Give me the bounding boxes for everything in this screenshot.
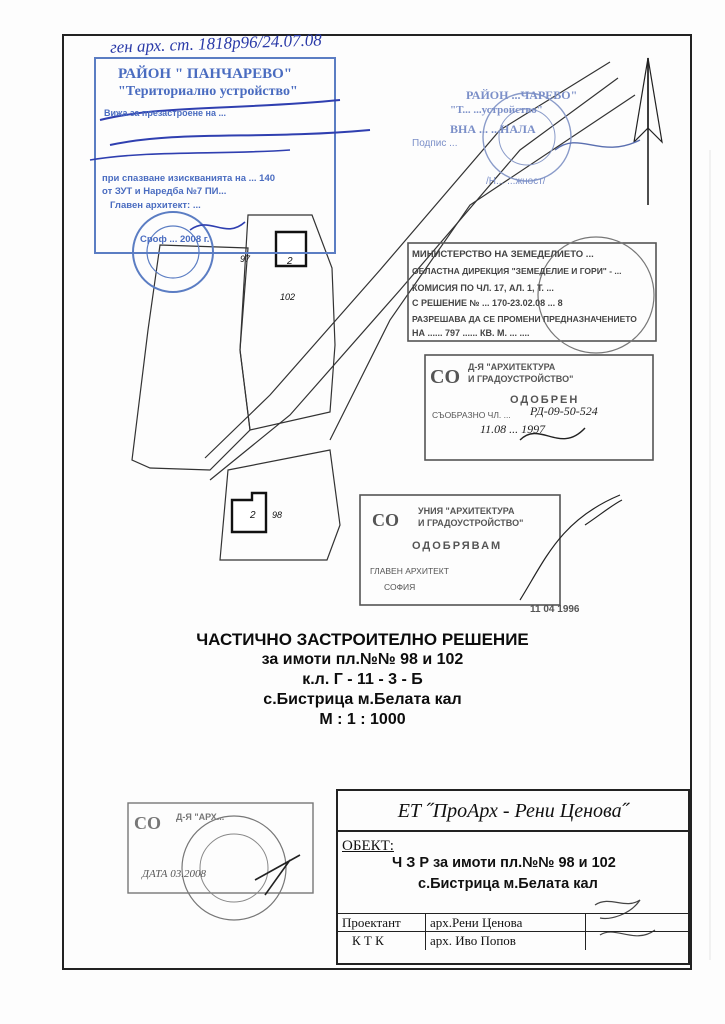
co-stamp-2-line: СО <box>372 510 399 530</box>
title-line-2: за имоти пл.№№ 98 и 102 <box>261 651 464 668</box>
ministry-stamp-line: НА ...... 797 ...... КВ. М. ... .... <box>412 328 530 338</box>
right-top-stamp-line: /Н... ...жност/ <box>486 176 546 187</box>
co-stamp-2-line: 11 04 1996 <box>530 604 580 615</box>
object-line-2: с.Бистрица м.Белата кал <box>418 876 598 892</box>
parcel-98-label: 98 <box>272 510 283 520</box>
co-stamp-1-line: РД-09-50-524 <box>530 404 598 418</box>
right-top-stamp-line: "Т... ...устройство" <box>450 104 543 116</box>
table-row <box>338 913 688 932</box>
name-cell: арх. Иво Попов <box>426 932 586 950</box>
ministry-stamp-line: МИНИСТЕРСТВО НА ЗЕМЕДЕЛИЕТО ... <box>412 249 594 260</box>
name-cell: арх.Рени Ценова <box>426 914 586 932</box>
co-stamp-1-line: СЪОБРАЗНО ЧЛ. ... <box>432 410 511 420</box>
top-handwritten-note: ген арх. ст. 1818р96/24.07.08 <box>109 30 323 57</box>
title-line-1: ЧАСТИЧНО ЗАСТРОИТЕЛНО РЕШЕНИЕ <box>196 630 529 649</box>
right-top-stamp-line: ВНА ... ...НАЛА <box>450 122 536 136</box>
pancharevo-stamp-line: от ЗУТ и Наредба №7 ПИ... <box>102 186 227 197</box>
parcel-102-label: 102 <box>280 292 296 302</box>
title-line-3: к.л. Г - 11 - 3 - Б <box>302 671 423 688</box>
company-name: ЕТ ˝ПроАрх - Рени Ценова˝ <box>338 792 688 832</box>
pancharevo-stamp-date: Сроф ... 2008 г. <box>140 234 210 245</box>
pancharevo-stamp-line: Вижа за презастроене на ... <box>104 108 226 118</box>
right-top-stamp-line: РАЙОН ...ЧАРЕВО" <box>466 88 578 102</box>
co-stamp-1-line: ОДОБРЕН <box>510 394 580 406</box>
title-line-4: с.Бистрица м.Белата кал <box>263 691 462 708</box>
ministry-stamp-line: РАЗРЕШАВА ДА СЕ ПРОМЕНИ ПРЕДНАЗНАЧЕНИЕТО <box>412 314 637 324</box>
co-stamp-2-line: УНИЯ "АРХИТЕКТУРА <box>418 506 515 516</box>
co-stamp-1-line: СО <box>430 366 460 388</box>
plan-title <box>0 630 725 730</box>
co-stamp-3-line: ДАТА 03.2008 <box>142 868 206 880</box>
title-scale: М : 1 : 1000 <box>319 711 406 728</box>
object-label: ОБЕКТ: <box>342 838 394 854</box>
pancharevo-stamp-line: при спазване изискванията на ... 140 <box>102 173 276 184</box>
co-stamp-2-line: СОФИЯ <box>384 582 416 592</box>
co-stamp-3-line: СО <box>134 813 161 833</box>
co-stamp-1-line: Д-Я "АРХИТЕКТУРА <box>468 362 556 372</box>
role-cell: К Т К <box>338 932 426 950</box>
pancharevo-stamp-line: Главен архитект: ... <box>110 200 201 211</box>
signature-table <box>338 913 688 949</box>
co-stamp-1-line: 11.08 ... 1997 <box>480 422 546 436</box>
pancharevo-stamp-sub: "Териториално устройство" <box>118 84 298 99</box>
co-stamp-1-line: И ГРАДОУСТРОЙСТВО" <box>468 374 574 384</box>
object-line-1: Ч З Р за имоти пл.№№ 98 и 102 <box>392 855 616 871</box>
table-row <box>338 931 688 950</box>
ministry-stamp-line: ОБЛАСТНА ДИРЕКЦИЯ "ЗЕМЕДЕЛИЕ И ГОРИ" - ... <box>412 266 622 276</box>
building-a-floors: 2 <box>287 256 293 267</box>
pancharevo-stamp-header: РАЙОН " ПАНЧАРЕВО" <box>118 66 293 82</box>
parcel-97-label: 97 <box>240 254 251 264</box>
co-stamp-2-line: ОДОБРЯВАМ <box>412 540 503 552</box>
ministry-stamp-line: С РЕШЕНИЕ № ... 170-23.02.08 ... 8 <box>412 298 563 308</box>
ministry-stamp-line: КОМИСИЯ ПО ЧЛ. 17, АЛ. 1, Т. ... <box>412 283 554 293</box>
building-b-floors: 2 <box>250 510 256 521</box>
role-cell: Проектант <box>338 914 426 932</box>
co-stamp-3-line: Д-Я "АРХ... <box>176 812 225 822</box>
right-top-stamp-line: Подпис ... <box>412 138 458 149</box>
co-stamp-2-line: ГЛАВЕН АРХИТЕКТ <box>370 566 449 576</box>
co-stamp-2-line: И ГРАДОУСТРОЙСТВО" <box>418 518 524 528</box>
